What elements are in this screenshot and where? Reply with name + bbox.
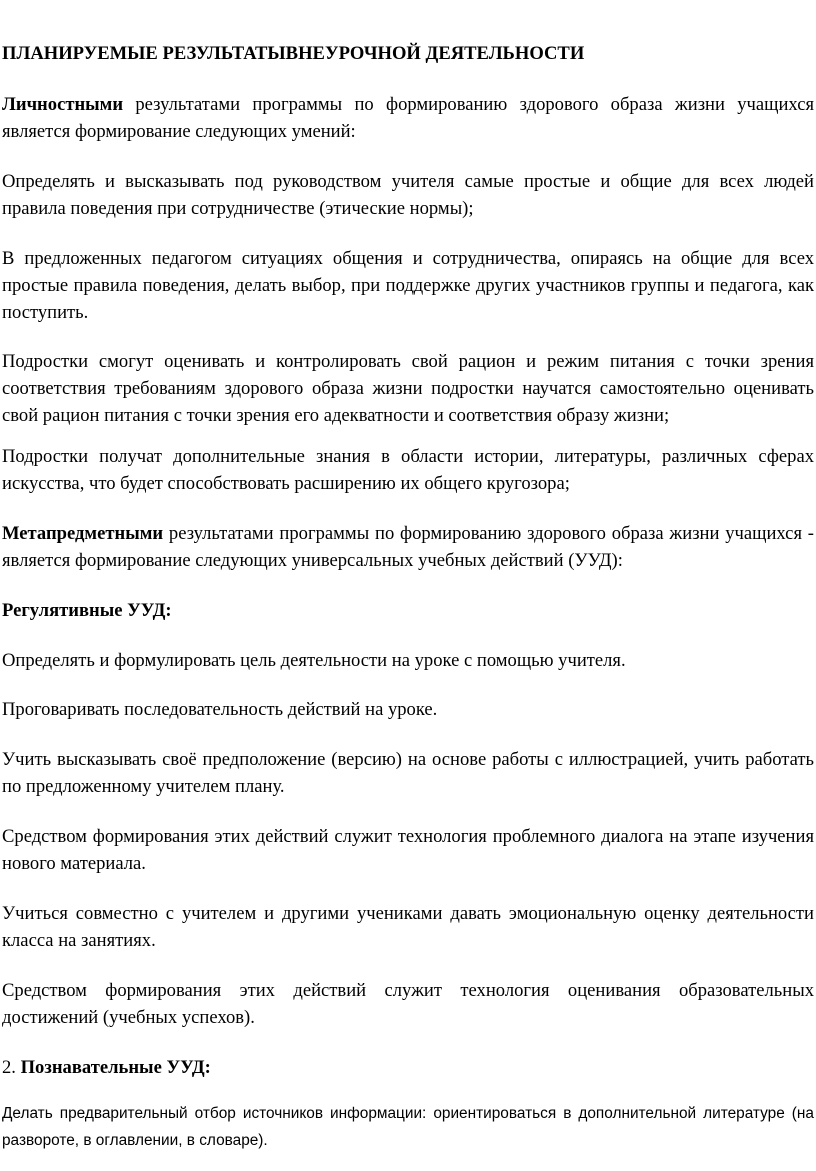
personal-results-lead: Личностными xyxy=(2,94,124,115)
regulative-item-emotional-assessment: Учиться совместно с учителем и другими учениками давать эмоциональную оценку деятельности класса на занятиях. xyxy=(2,903,814,951)
metasubject-results-text: результатами программы по формированию здорового образа жизни учащихся - является формирование следующих универсальных учебных действий (УУД): xyxy=(2,523,814,571)
metasubject-results-lead: Метапредметными xyxy=(2,523,164,544)
page-title: ПЛАНИРУЕМЫЕ РЕЗУЛЬТАТЫВНЕУРОЧНОЙ ДЕЯТЕЛЬНОСТИ xyxy=(2,43,585,64)
personal-results-paragraph xyxy=(2,91,814,145)
cognitive-item-sources: Делать предварительный отбор источников информации: ориентироваться в дополнительной литературе (на развороте, в оглавлении, в словаре). xyxy=(2,1105,814,1149)
personal-results-text: результатами программы по формированию здорового образа жизни учащихся является формирование следующих умений: xyxy=(2,94,814,142)
cognitive-number: 2. xyxy=(2,1057,21,1078)
regulative-item-sequence: Проговаривать последовательность действий на уроке. xyxy=(2,699,438,720)
paragraph-diet-control: Подростки смогут оценивать и контролировать свой рацион и режим питания с точки зрения соответствия требованиям здорового образа жизни подростки научатся самостоятельно оценивать свой рацион питания с точки зрения его адекватности и соответствия образу жизни; xyxy=(2,351,814,426)
regulative-heading: Регулятивные УУД: xyxy=(2,600,172,621)
cognitive-heading-text: Познавательные УУД: xyxy=(20,1057,211,1078)
metasubject-results-paragraph xyxy=(2,520,814,574)
paragraph-communication-situations: В предложенных педагогом ситуациях общения и сотрудничества, опираясь на общие для всех простые правила поведения, делать выбор, при поддержке других участников группы и педагога, как поступить. xyxy=(2,248,814,323)
cognitive-heading xyxy=(2,1054,814,1081)
regulative-item-assessment-technology: Средством формирования этих действий служит технология оценивания образовательных достижений (учебных успехов). xyxy=(2,980,814,1028)
paragraph-rules-of-behavior: Определять и высказывать под руководством учителя самые простые и общие для всех людей правила поведения при сотрудничестве (этические нормы); xyxy=(2,171,814,219)
regulative-item-hypothesis: Учить высказывать своё предположение (версию) на основе работы с иллюстрацией, учить работать по предложенному учителем плану. xyxy=(2,749,814,797)
regulative-item-goal: Определять и формулировать цель деятельности на уроке с помощью учителя. xyxy=(2,650,626,671)
regulative-item-dialogue-technology: Средством формирования этих действий служит технология проблемного диалога на этапе изучения нового материала. xyxy=(2,826,814,874)
paragraph-additional-knowledge: Подростки получат дополнительные знания в области истории, литературы, различных сферах искусства, что будет способствовать расширению их общего кругозора; xyxy=(2,446,814,494)
